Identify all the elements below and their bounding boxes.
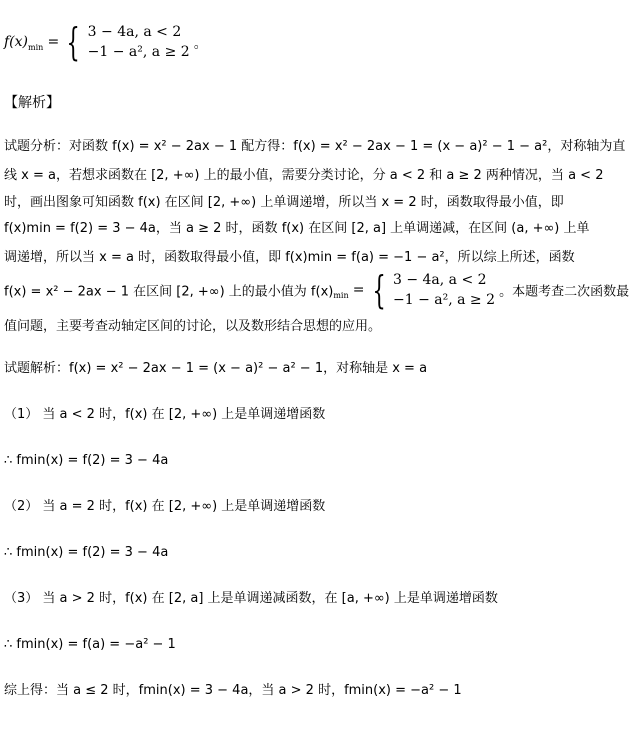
analysis-line-6-sub: min xyxy=(333,290,349,300)
analysis-case-2: −1 − a², a ≥ 2 xyxy=(392,292,495,308)
header-formula xyxy=(4,22,207,66)
header-formula-sub: min xyxy=(28,42,44,52)
case-3-statement: （3） 当 a > 2 时，f(x) 在 [2, a] 上是单调递减函数，在 [a, +∞) 上是单调递增函数 xyxy=(4,591,498,606)
case-1-result: ∴ fmin(x) = f(2) = 3 − 4a xyxy=(4,453,169,468)
analysis-line-7: 值问题，主要考查动轴定区间的讨论，以及数形结合思想的应用。 xyxy=(4,319,382,334)
analysis-cases xyxy=(393,270,495,310)
analysis-line-6-pre: f(x) = x² − 2ax − 1 在区间 [2, +∞) 上的最小值为 f(x) xyxy=(4,284,334,300)
left-brace: { xyxy=(66,20,81,64)
equals-sign-2: = xyxy=(352,282,365,298)
case-3-result: ∴ fmin(x) = f(a) = −a² − 1 xyxy=(4,637,176,652)
case-1-statement: （1） 当 a < 2 时，f(x) 在 [2, +∞) 上是单调递增函数 xyxy=(4,407,326,422)
analysis-heading: 【解析】 xyxy=(4,95,60,111)
equals-sign: = xyxy=(47,34,60,50)
header-formula-end: 。 xyxy=(193,36,207,52)
analysis-case-1: 3 − 4a, a < 2 xyxy=(392,272,487,288)
case-2-result: ∴ fmin(x) = f(2) = 3 − 4a xyxy=(4,545,169,560)
analysis-line-4: f(x)min = f(2) = 3 − 4a，当 a ≥ 2 时，函数 f(x) 在区间 [2, a] 上单调递减，在区间 (a, +∞) 上单 xyxy=(4,221,590,236)
solution-line-1: 试题解析：f(x) = x² − 2ax − 1 = (x − a)² − a² − 1，对称轴是 x = a xyxy=(4,361,428,376)
case-2-statement: （2） 当 a = 2 时，f(x) 在 [2, +∞) 上是单调递增函数 xyxy=(4,499,326,514)
analysis-line-3: 时，画出图象可知函数 f(x) 在区间 [2, +∞) 上单调递增，所以当 x = 2 时，函数取得最小值，即 xyxy=(4,195,564,210)
header-cases xyxy=(88,22,190,62)
analysis-line-6 xyxy=(4,270,629,314)
analysis-line-1: 试题分析：对函数 f(x) = x² − 2ax − 1 配方得：f(x) = x² − 2ax − 1 = (x − a)² − 1 − a²，对称轴为直 xyxy=(4,139,626,154)
header-case-2: −1 − a², a ≥ 2 xyxy=(87,44,190,60)
header-formula-lhs: f(x) xyxy=(4,34,29,50)
analysis-line-6-post: 。本题考查二次函数最 xyxy=(499,284,630,300)
analysis-line-2: 线 x = a，若想求函数在 [2, +∞) 上的最小值，需要分类讨论，分 a < 2 和 a ≥ 2 两种情况，当 a < 2 xyxy=(4,168,604,183)
summary-line: 综上得：当 a ≤ 2 时，fmin(x) = 3 − 4a，当 a > 2 时，fmin(x) = −a² − 1 xyxy=(4,683,462,698)
left-brace-2: { xyxy=(372,268,386,312)
analysis-line-5: 调递增，所以当 x = a 时，函数取得最小值，即 f(x)min = f(a) = −1 − a²，所以综上所述，函数 xyxy=(4,250,575,265)
header-case-1: 3 − 4a, a < 2 xyxy=(87,24,182,40)
